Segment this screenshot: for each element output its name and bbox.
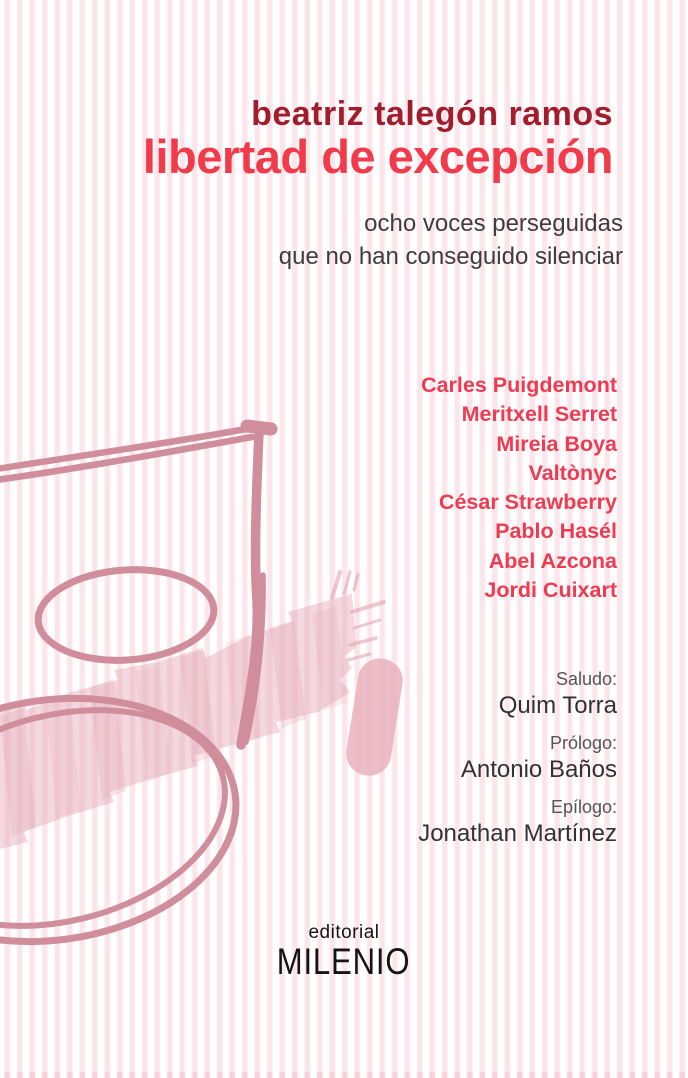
persecuted-names-list <box>421 371 617 605</box>
author-name: beatriz talegón ramos <box>251 95 613 133</box>
credit-saludo <box>418 668 617 720</box>
publisher-logo <box>0 921 688 980</box>
list-item: Abel Azcona <box>488 548 617 573</box>
credit-prologo <box>418 732 617 784</box>
publisher-imprint: editorial <box>308 922 380 943</box>
subtitle-line-2: que no han conseguido silenciar <box>278 243 623 270</box>
credit-label: Epílogo: <box>550 797 617 817</box>
credit-epilogo <box>418 796 617 848</box>
list-item: Meritxell Serret <box>461 402 617 427</box>
list-item: César Strawberry <box>438 490 617 515</box>
list-item: Mireia Boya <box>496 431 617 456</box>
credit-label: Prólogo: <box>549 733 617 753</box>
subtitle-line-1: ocho voces perseguidas <box>364 210 623 237</box>
list-item: Valtònyc <box>528 460 617 485</box>
brush-finger-stroke <box>343 655 406 779</box>
credit-name: Antonio Baños <box>460 756 617 783</box>
horizontal-beam-bottom-line <box>0 437 252 480</box>
book-title: libertad de excepción <box>142 130 613 183</box>
publisher-name: MILENIO <box>277 941 411 982</box>
list-item: Carles Puigdemont <box>421 373 617 397</box>
head-ellipse <box>35 564 217 666</box>
list-item: Pablo Hasél <box>495 519 617 544</box>
bottom-stripe-edge <box>0 1072 688 1078</box>
list-item: Jordi Cuixart <box>484 578 617 603</box>
credit-name: Quim Torra <box>498 692 617 719</box>
credits-block <box>418 668 617 860</box>
subtitle <box>279 207 623 273</box>
credit-label: Saludo: <box>555 669 617 689</box>
credit-name: Jonathan Martínez <box>418 820 617 847</box>
